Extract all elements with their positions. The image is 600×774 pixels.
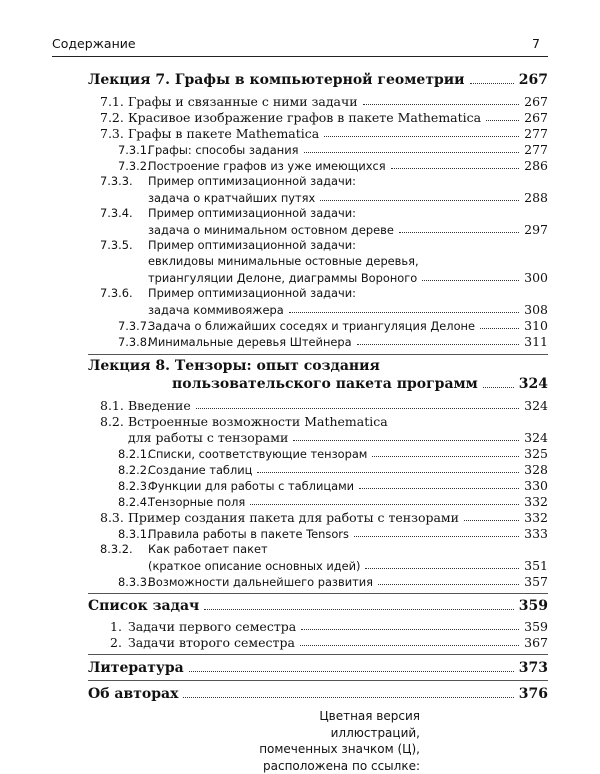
divider — [88, 354, 548, 355]
toc-literature[interactable] — [88, 660, 548, 676]
section-title-line: для работы с тензорами — [128, 430, 288, 445]
section-number: 8.3. — [100, 510, 128, 525]
item-title: Задачи второго семестра — [128, 635, 295, 650]
leader-dots — [399, 232, 519, 233]
toc-subsection-8-3-2[interactable] — [148, 558, 548, 573]
leader-dots — [301, 629, 519, 630]
literature-page: 373 — [519, 660, 548, 676]
leader-dots — [320, 200, 519, 201]
toc-subsection-7-3-1[interactable] — [100, 142, 548, 157]
running-header — [52, 34, 548, 57]
section-page: 324 — [524, 398, 548, 413]
subsection-title-line: Пример оптимизационной задачи: — [148, 206, 356, 220]
item-number: 2. — [110, 635, 128, 650]
subsection-title-line: задача о минимальном остовном дереве — [148, 223, 394, 237]
header-page-number: 7 — [532, 36, 540, 51]
subsection-number: 7.3.5. — [100, 238, 133, 252]
problems-page: 359 — [519, 598, 548, 614]
section-number: 7.3. — [100, 126, 128, 141]
toc-subsection-8-2-4[interactable] — [100, 494, 548, 509]
subsection-page: 333 — [524, 526, 548, 541]
section-page: 277 — [524, 126, 548, 141]
subsection-title-line: задача о кратчайших путях — [148, 191, 315, 205]
subsection-number: 7.3.3. — [100, 174, 133, 188]
subsection-page: 357 — [524, 574, 548, 589]
subsection-number: 8.3.1. — [118, 527, 148, 541]
note-line-3: расположена по ссылке: — [240, 758, 420, 774]
problems-title: Список задач — [88, 598, 199, 614]
subsection-page: 277 — [524, 142, 548, 157]
toc-section-8-3[interactable] — [100, 510, 548, 525]
toc-section-7-3[interactable] — [100, 126, 548, 141]
note-line-2: помеченных значком (Ц), — [240, 741, 420, 758]
toc-section-8-2[interactable] — [128, 430, 548, 445]
toc-problems-1[interactable] — [110, 619, 548, 634]
subsection-title: Правила работы в пакете Tensors — [148, 527, 349, 541]
section-number: 7.2. — [100, 110, 128, 125]
toc-section-7-2[interactable] — [100, 110, 548, 125]
leader-dots — [483, 387, 514, 388]
divider — [88, 593, 548, 594]
subsection-page: 325 — [524, 446, 548, 461]
toc-lecture-7[interactable] — [88, 72, 548, 88]
color-version-note — [240, 708, 420, 774]
subsection-title: Возможности дальнейшего развития — [148, 575, 373, 589]
subsection-number: 7.3.7. — [118, 319, 148, 333]
section-number: 8.2. — [100, 414, 124, 429]
section-page: 332 — [524, 510, 548, 525]
subsection-number: 8.3.2. — [100, 542, 133, 556]
subsection-title-line: Пример оптимизационной задачи: — [148, 174, 356, 188]
leader-dots — [257, 472, 519, 473]
subsection-title: Минимальные деревья Штейнера — [148, 335, 352, 349]
leader-dots — [470, 83, 514, 84]
leader-dots — [189, 671, 514, 672]
section-title: Введение — [128, 398, 191, 413]
toc-subsection-8-3-3[interactable] — [100, 574, 548, 589]
item-title: Задачи первого семестра — [128, 619, 296, 634]
subsection-page: 328 — [524, 462, 548, 477]
subsection-title-line: евклидовы минимальные остовные деревья, — [148, 254, 419, 268]
section-title: Красивое изображение графов в пакете Mathematica — [128, 110, 481, 125]
divider — [88, 654, 548, 655]
section-title: Пример создания пакета для работы с тензорами — [128, 510, 459, 525]
subsection-page: 308 — [524, 302, 548, 317]
authors-title: Об авторах — [88, 686, 178, 702]
leader-dots — [378, 584, 519, 585]
toc-problems[interactable] — [88, 598, 548, 614]
subsection-title-line: триангуляции Делоне, диаграммы Вороного — [148, 271, 417, 285]
leader-dots — [250, 504, 519, 505]
lecture-8-title-line2: пользовательского пакета программ — [172, 376, 478, 392]
subsection-number: 7.3.2. — [118, 159, 148, 173]
leader-dots — [365, 568, 519, 569]
subsection-title-line: Как работает пакет — [148, 542, 268, 556]
subsection-page: 351 — [524, 558, 548, 573]
divider — [88, 680, 548, 681]
leader-dots — [372, 456, 519, 457]
subsection-title-line: (краткое описание основных идей) — [148, 559, 360, 573]
toc-subsection-7-3-2[interactable] — [100, 158, 548, 173]
subsection-title: Тензорные поля — [148, 495, 245, 509]
subsection-page: 330 — [524, 478, 548, 493]
subsection-number: 7.3.4. — [100, 206, 133, 220]
toc-problems-2[interactable] — [110, 635, 548, 650]
item-page: 367 — [524, 635, 548, 650]
toc-subsection-7-3-4[interactable] — [148, 222, 548, 237]
toc-subsection-7-3-7[interactable] — [100, 318, 548, 333]
leader-dots — [480, 328, 519, 329]
item-page: 359 — [524, 619, 548, 634]
subsection-page: 297 — [524, 222, 548, 237]
item-number: 1. — [110, 619, 128, 634]
section-number: 7.1. — [100, 94, 128, 109]
leader-dots — [300, 645, 519, 646]
subsection-number: 8.2.4. — [118, 495, 148, 509]
leader-dots — [304, 152, 520, 153]
section-title: Графы в пакете Mathematica — [128, 126, 319, 141]
leader-dots — [196, 408, 519, 409]
leader-dots — [391, 168, 519, 169]
leader-dots — [363, 104, 520, 105]
section-number: 8.1. — [100, 398, 128, 413]
subsection-title-line: задача коммивояжера — [148, 303, 284, 317]
toc-subsection-8-2-1[interactable] — [100, 446, 548, 461]
subsection-number: 8.2.3. — [118, 479, 148, 493]
section-page: 324 — [524, 430, 548, 445]
lecture-7-page: 267 — [519, 72, 548, 88]
leader-dots — [486, 120, 519, 121]
subsection-number: 7.3.1. — [118, 143, 148, 157]
subsection-title: Графы: способы задания — [148, 143, 299, 157]
subsection-page: 311 — [524, 334, 548, 349]
note-line-1: Цветная версия иллюстраций, — [240, 708, 420, 741]
subsection-title: Построение графов из уже имеющихся — [148, 159, 386, 173]
toc-subsection-7-3-6[interactable] — [148, 302, 548, 317]
leader-dots — [359, 488, 519, 489]
subsection-title-line: Пример оптимизационной задачи: — [148, 238, 356, 252]
lecture-8-title-line1: Лекция 8. Тензоры: опыт создания — [88, 358, 380, 374]
toc-lecture-8[interactable] — [172, 376, 548, 392]
subsection-page: 300 — [524, 270, 548, 285]
toc-subsection-8-3-1[interactable] — [100, 526, 548, 541]
section-page: 267 — [524, 94, 548, 109]
leader-dots — [324, 136, 519, 137]
lecture-7-title: Лекция 7. Графы в компьютерной геометрии — [88, 72, 465, 88]
leader-dots — [289, 312, 519, 313]
literature-title: Литература — [88, 660, 184, 676]
subsection-number: 7.3.8. — [118, 335, 148, 349]
leader-dots — [183, 697, 513, 698]
section-title: Графы и связанные с ними задачи — [128, 94, 358, 109]
subsection-title: Создание таблиц — [148, 463, 252, 477]
subsection-page: 310 — [524, 318, 548, 333]
subsection-number: 8.2.1. — [118, 447, 148, 461]
subsection-page: 286 — [524, 158, 548, 173]
subsection-page: 288 — [524, 190, 548, 205]
toc-subsection-8-2-3[interactable] — [100, 478, 548, 493]
leader-dots — [204, 609, 513, 610]
subsection-title: Задача о ближайших соседях и триангуляция Делоне — [148, 319, 475, 333]
subsection-number: 8.3.3. — [118, 575, 148, 589]
toc-subsection-7-3-3[interactable] — [148, 190, 548, 205]
toc-subsection-8-2-2[interactable] — [100, 462, 548, 477]
subsection-title: Функции для работы с таблицами — [148, 479, 354, 493]
header-title: Содержание — [52, 36, 136, 51]
lecture-8-page: 324 — [519, 376, 548, 392]
toc-section-7-1[interactable] — [100, 94, 548, 109]
subsection-page: 332 — [524, 494, 548, 509]
authors-page: 376 — [519, 686, 548, 702]
subsection-title-line: Пример оптимизационной задачи: — [148, 286, 356, 300]
toc-subsection-7-3-8[interactable] — [100, 334, 548, 349]
section-page: 267 — [524, 110, 548, 125]
subsection-number: 8.2.2. — [118, 463, 148, 477]
subsection-number: 7.3.6. — [100, 286, 133, 300]
leader-dots — [354, 536, 519, 537]
leader-dots — [357, 344, 520, 345]
leader-dots — [464, 520, 519, 521]
toc-section-8-1[interactable] — [100, 398, 548, 413]
leader-dots — [422, 280, 519, 281]
toc-subsection-7-3-5[interactable] — [148, 270, 548, 285]
subsection-title: Списки, соответствующие тензорам — [148, 447, 367, 461]
section-title-line: Встроенные возможности Mathematica — [128, 414, 388, 429]
toc-authors[interactable] — [88, 686, 548, 702]
leader-dots — [293, 440, 519, 441]
